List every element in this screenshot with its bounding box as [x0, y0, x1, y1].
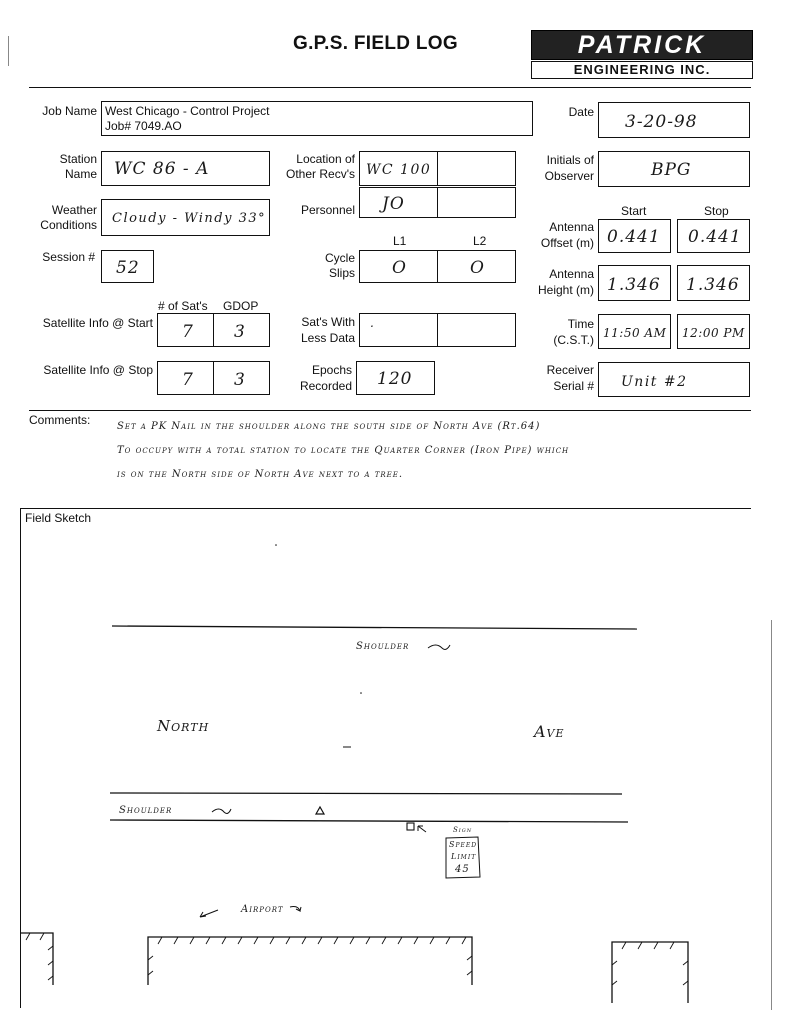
- personnel-label: Personnel: [300, 203, 355, 217]
- comments-label: Comments:: [29, 413, 91, 427]
- job-name-label: Job Name: [42, 104, 97, 118]
- sketch-airport-label: Airport: [241, 904, 284, 915]
- antenna-height-label-1: Antenna: [549, 267, 594, 281]
- date-label: Date: [568, 105, 594, 119]
- start-heading: Start: [621, 204, 647, 218]
- location-value-1: WC 100: [366, 162, 432, 178]
- receiver-value: Unit #2: [621, 374, 688, 390]
- sats-less-value-1: .: [370, 316, 376, 330]
- sign-square: [407, 823, 414, 830]
- sketch-45-label: 45: [455, 864, 470, 875]
- personnel-value-1: JO: [382, 194, 405, 214]
- receiver-label-2: Serial #: [553, 379, 594, 393]
- station-name-value: WC 86 - A: [114, 159, 210, 179]
- location-label-1: Location of: [296, 152, 355, 166]
- sketch-sign-label: Sign: [453, 826, 473, 834]
- gdop-stop-value: 3: [234, 370, 246, 390]
- l1-heading: L1: [393, 234, 407, 248]
- weather-label-1: Weather: [51, 203, 97, 217]
- building-left-hatch: [26, 933, 53, 980]
- sketch-speed-label: Speed: [449, 840, 478, 849]
- building-center: [148, 937, 472, 985]
- shoulder-top-arrow: [428, 645, 450, 649]
- location-label-2: Other Recv's: [286, 167, 355, 181]
- sat-info-start-label: Satellite Info @ Start: [42, 316, 153, 330]
- antenna-height-stop-value: 1.346: [686, 275, 740, 295]
- airport-left-arrow: [200, 910, 218, 917]
- cycle-slips-l2-value: O: [470, 258, 485, 278]
- control-point-triangle: [316, 807, 324, 814]
- station-name-label-2: Name: [64, 167, 97, 181]
- road-north-edge: [112, 626, 637, 629]
- time-start-value: 11:50 AM: [603, 326, 667, 340]
- sats-stop-value: 7: [182, 370, 194, 390]
- gdop-heading: GDOP: [223, 299, 259, 313]
- sketch-shoulder-bottom: Shoulder: [119, 805, 173, 816]
- building-center-hatch: [148, 937, 472, 975]
- session-label: Session #: [42, 250, 95, 264]
- job-name-line1: West Chicago - Control Project: [105, 104, 270, 118]
- time-label-1: Time: [567, 317, 594, 331]
- cycle-slips-label-2: Slips: [328, 266, 355, 280]
- building-left: [20, 933, 53, 985]
- comment-line-2: To occupy with a total station to locate the Quarter Corner (Iron Pipe) which: [117, 445, 570, 456]
- l2-heading: L2: [473, 234, 487, 248]
- road-south-edge: [110, 820, 628, 822]
- sat-info-stop-label: Satellite Info @ Stop: [43, 363, 153, 377]
- sats-start-value: 7: [182, 322, 194, 342]
- comment-line-1: Set a PK Nail in the shoulder along the south side of North Ave (Rt.64): [117, 421, 541, 432]
- initials-label-1: Initials of: [546, 153, 594, 167]
- gdop-start-value: 3: [234, 322, 246, 342]
- sats-less-label-2: Less Data: [300, 331, 355, 345]
- epochs-label-1: Epochs: [311, 363, 352, 377]
- initials-label-2: Observer: [544, 169, 594, 183]
- sign-pointer: [418, 826, 426, 832]
- receiver-label-1: Receiver: [546, 363, 594, 377]
- antenna-offset-label-2: Offset (m): [540, 236, 594, 250]
- sketch-limit-label: Limit: [451, 852, 477, 861]
- antenna-offset-start-value: 0.441: [607, 227, 661, 247]
- page-title: G.P.S. FIELD LOG: [293, 33, 458, 54]
- comment-line-3: is on the North side of North Ave next to a tree.: [117, 469, 404, 480]
- weather-label-2: Conditions: [40, 218, 97, 232]
- stray-dot: [360, 692, 362, 694]
- time-label-2: (C.S.T.): [553, 333, 594, 347]
- building-right-hatch: [612, 942, 688, 985]
- sketch-north-label: North: [157, 717, 210, 735]
- stray-dot: [275, 544, 277, 546]
- antenna-offset-stop-value: 0.441: [688, 227, 742, 247]
- antenna-height-start-value: 1.346: [607, 275, 661, 295]
- num-sats-heading: # of Sat's: [158, 299, 208, 313]
- date-value: 3-20-98: [625, 112, 698, 132]
- cycle-slips-l1-value: O: [392, 258, 407, 278]
- logo-subtitle: ENGINEERING INC.: [531, 61, 753, 79]
- sketch-shoulder-top: Shoulder: [356, 641, 410, 652]
- antenna-height-label-2: Height (m): [537, 283, 594, 297]
- initials-value: BPG: [651, 160, 692, 180]
- epochs-label-2: Recorded: [299, 379, 352, 393]
- epochs-value: 120: [377, 369, 413, 389]
- logo-wordmark: PATRICK: [531, 30, 753, 60]
- road-south-shoulder-line: [110, 793, 622, 794]
- time-stop-value: 12:00 PM: [682, 326, 745, 340]
- field-sketch-label: Field Sketch: [25, 511, 92, 525]
- job-name-line2: Job# 7049.AO: [105, 119, 182, 133]
- shoulder-bottom-arrow: [212, 809, 231, 813]
- building-right: [612, 942, 688, 1003]
- sats-less-label-1: Sat's With: [301, 315, 355, 329]
- sketch-ave-label: Ave: [534, 722, 565, 741]
- session-value: 52: [116, 258, 140, 278]
- antenna-offset-label-1: Antenna: [549, 220, 594, 234]
- station-name-label-1: Station: [59, 152, 97, 166]
- airport-right-arrow: [290, 907, 301, 912]
- cycle-slips-label-1: Cycle: [324, 251, 355, 265]
- stop-heading: Stop: [704, 204, 729, 218]
- weather-value: Cloudy - Windy 33°: [112, 211, 267, 226]
